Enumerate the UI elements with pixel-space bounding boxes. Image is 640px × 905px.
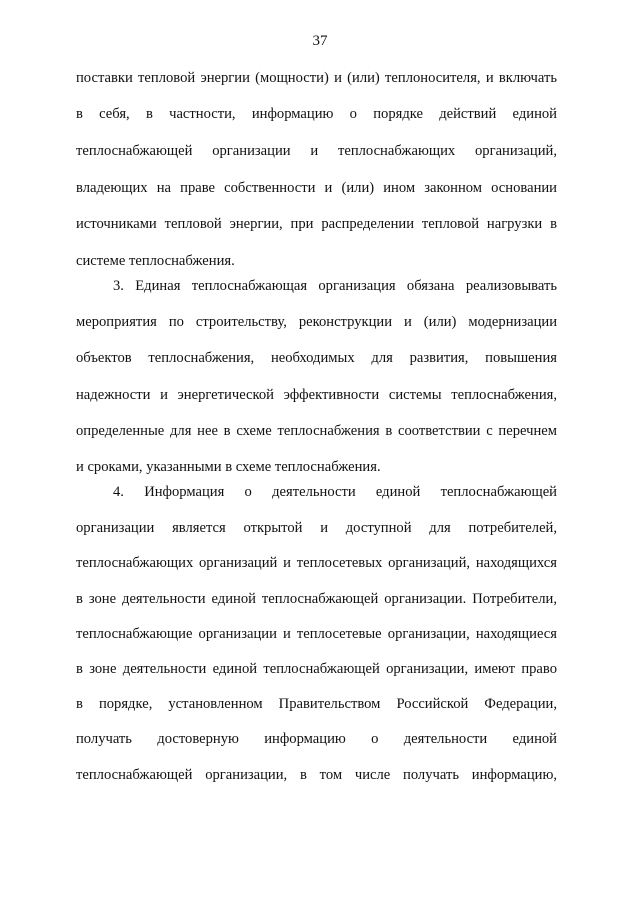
text-line: поставки тепловой энергии (мощности) и (или) теплоносителя, и включать — [76, 70, 557, 86]
text-line: в порядке, установленном Правительством Российской Федерации, — [76, 696, 557, 712]
text-line: определенные для нее в схеме теплоснабжения в соответствии с перечнем — [76, 423, 557, 439]
text-line: теплоснабжающие организации и теплосетевые организации, находящиеся — [76, 626, 557, 642]
text-line: системе теплоснабжения. — [76, 253, 235, 269]
text-line: в зоне деятельности единой теплоснабжающей организации. Потребители, — [76, 591, 557, 607]
text-line: в себя, в частности, информацию о порядке действий единой — [76, 106, 557, 122]
text-line: теплоснабжающей организации и теплоснабжающих организаций, — [76, 143, 557, 159]
text-line: получать достоверную информацию о деятельности единой — [76, 731, 557, 747]
text-line: 4. Информация о деятельности единой теплоснабжающей — [113, 484, 557, 500]
text-line: теплоснабжающих организаций и теплосетевых организаций, находящихся — [76, 555, 557, 571]
text-line: надежности и энергетической эффективности системы теплоснабжения, — [76, 387, 557, 403]
text-line: объектов теплоснабжения, необходимых для развития, повышения — [76, 350, 557, 366]
page-number: 37 — [312, 33, 328, 49]
text-line: и сроками, указанными в схеме теплоснабжения. — [76, 459, 381, 475]
text-line: источниками тепловой энергии, при распределении тепловой нагрузки в — [76, 216, 557, 232]
text-line: 3. Единая теплоснабжающая организация обязана реализовывать — [113, 278, 557, 294]
text-line: владеющих на праве собственности и (или) ином законном основании — [76, 180, 557, 196]
text-line: теплоснабжающей организации, в том числе получать информацию, — [76, 767, 557, 783]
text-line: мероприятия по строительству, реконструкции и (или) модернизации — [76, 314, 557, 330]
text-line: организации является открытой и доступной для потребителей, — [76, 520, 557, 536]
text-line: в зоне деятельности единой теплоснабжающей организации, имеют право — [76, 661, 557, 677]
